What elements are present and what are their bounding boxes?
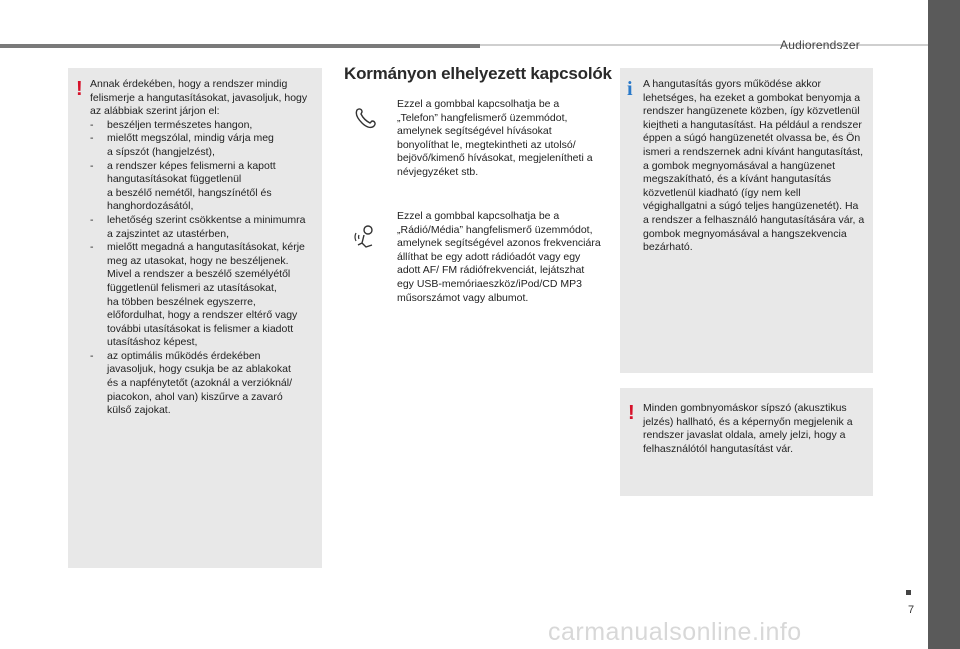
list-item-continuation: további utasításokat is felismer a kiadott <box>107 322 294 335</box>
list-item-text: - az optimális működés érdekében <box>107 349 261 362</box>
header-rule <box>480 44 928 46</box>
list-item-continuation: Mivel a rendszer a beszélő személyétől <box>107 268 291 281</box>
phone-handset-icon <box>354 107 380 134</box>
left-warning-list <box>90 119 318 418</box>
list-item-continuation: utasításhoz képest, <box>107 336 198 349</box>
list-item-text: - lehetőség szerint csökkentse a minimumra <box>107 213 306 226</box>
warning-icon: ! <box>76 78 83 100</box>
list-item <box>90 160 318 214</box>
page-number: 7 <box>908 604 915 616</box>
left-warning-content <box>90 78 318 418</box>
list-item-continuation: függetlenül felismeri az utasításokat, <box>107 281 277 294</box>
list-item <box>90 119 318 133</box>
list-item-text: - beszéljen természetes hangon, <box>107 118 253 131</box>
page-marker <box>906 590 911 595</box>
list-item-continuation: hangutasításokat függetlenül <box>107 173 242 186</box>
left-intro-text: Annak érdekében, hogy a rendszer mindig felismerje a hangutasításokat, javasoljuk, hogy az alábbiak szerint járjon el: <box>90 78 308 118</box>
list-item-continuation: meg az utasokat, hogy ne beszéljenek. <box>107 254 289 267</box>
list-item-continuation: és a napfénytetőt (azoknál a verzióknál/ <box>107 377 293 390</box>
right-edge-bar <box>928 0 960 649</box>
voice-command-icon <box>352 223 380 258</box>
list-item <box>90 350 318 418</box>
list-item <box>90 132 318 159</box>
list-item <box>90 241 318 350</box>
watermark: carmanualsonline.info <box>548 618 802 646</box>
list-item <box>90 214 318 241</box>
info-icon: i <box>627 78 633 100</box>
list-item-continuation: ha többen beszélnek egyszerre, <box>107 295 256 308</box>
list-item-text: - mielőtt megszólal, mindig várja meg <box>107 132 274 145</box>
right-info-text: A hangutasítás gyors működése akkor lehetséges, ha ezeket a gombokat benyomja a rendszer hangüzenete közben, így közvetlenül kiejtheti a hangutasítást. Ha például a rendszer éppen a súgó hangüzenetét olvassa be, és Ön ismeri a rendszernek adni kívánt hangutasítást, a gombok megnyomásával a hangüzenet megszakítható, és a kívánt hangutasítás közvetlenül kiadható (így nem kell végighallgatni a súgó teljes hangüzenetét). Ha a rendszer a felhasználó hangutasítására vár, a gombok megnyomásával a hangszekvencia bezárható. <box>643 78 865 254</box>
phone-button-description: Ezzel a gombbal kapcsolhatja be a „Telefon” hangfelismerő üzemmódot, amelynek segítségével hívásokat bonyolíthat le, megtekintheti az utolsó/ bejövő/kimenő hívásokat, megjelenítheti a névjegyzéket stb. <box>397 98 593 178</box>
section-title: Kormányon elhelyezett kapcsolók <box>344 64 612 83</box>
list-item-continuation: külső zajokat. <box>107 404 171 417</box>
list-item-continuation: a zajszintet az utastérben, <box>107 227 229 240</box>
list-item-text: - a rendszer képes felismerni a kapott <box>107 159 276 172</box>
list-item-continuation: előfordulhat, hogy a rendszer eltérő vagy <box>107 309 298 322</box>
page-header-title: Audiorendszer <box>780 38 860 52</box>
list-item-continuation: piacokon, ahol van) kiszűrve a zavaró <box>107 390 283 403</box>
list-item-text: - mielőtt megadná a hangutasításokat, kérje <box>107 241 305 254</box>
list-item-continuation: a sípszót (hangjelzést), <box>107 145 215 158</box>
list-item-continuation: hanghordozásától, <box>107 200 194 213</box>
list-item-continuation: a beszélő nemétől, hangszínétől és <box>107 186 272 199</box>
list-item-continuation: javasoljuk, hogy csukja be az ablakokat <box>107 363 291 376</box>
right-warning-text: Minden gombnyomáskor sípszó (akusztikus jelzés) hallható, és a képernyőn megjelenik a rendszer javaslat oldala, amely jelzi, hogy a felhasználótól hangutasítást vár. <box>643 402 853 455</box>
header-progress-bar <box>0 44 480 48</box>
warning-icon: ! <box>628 402 635 424</box>
voice-button-description: Ezzel a gombbal kapcsolhatja be a „Rádió/Média” hangfelismerő üzemmódot, amelynek segítségével azonos frekvenciára állíthat be egy adott rádióadót vagy egy adott AF/ FM rádiófrekvenciát, lejátszhat egy USB-memóriaeszköz/iPod/CD MP3 műsorszámot vagy albumot. <box>397 210 601 304</box>
